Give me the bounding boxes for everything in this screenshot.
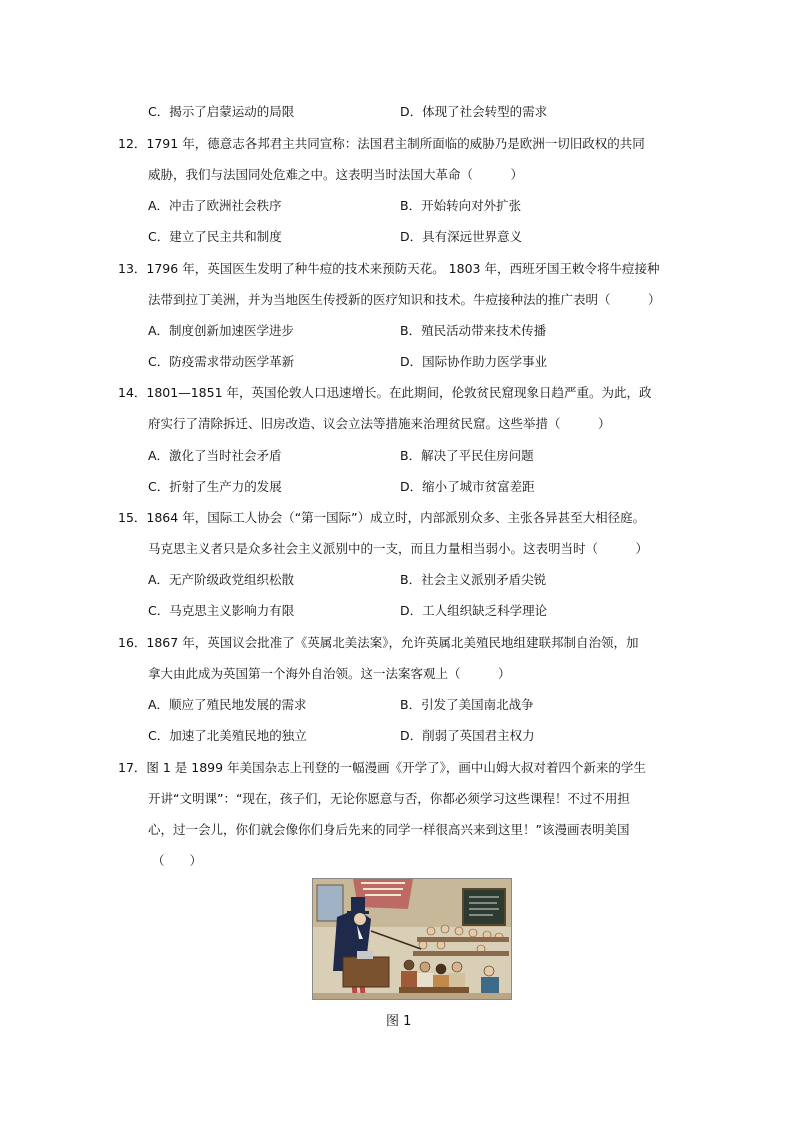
q14-option-b: B．解决了平民住房问题 [400, 448, 534, 463]
q15-option-c: C．马克思主义影响力有限 [148, 603, 295, 618]
figure-caption: 图 1 [386, 1014, 412, 1029]
q11-option-d: D．体现了社会转型的需求 [400, 104, 548, 119]
q17-answer-blank: （ ） [152, 853, 203, 868]
q13-stem-line-1: 13．1796 年，英国医生发明了种牛痘的技术来预防天花。 1803 年，西班牙国王敕令将牛痘接种 [118, 261, 660, 276]
q13-stem-line-2: 法带到拉丁美洲，并为当地医生传授新的医疗知识和技术。牛痘接种法的推广表明（ ） [148, 292, 661, 307]
q14-option-a: A．激化了当时社会矛盾 [148, 448, 282, 463]
q15-option-a: A．无产阶级政党组织松散 [148, 572, 295, 587]
q17-stem-line-3: 心，过一会儿，你们就会像你们身后先来的同学一样很高兴来到这里！”该漫画表明美国 [148, 822, 630, 837]
q14-stem-line-2: 府实行了清除拆迁、旧房改造、议会立法等措施来治理贫民窟。这些举措（ ） [148, 416, 611, 431]
q16-stem-line-2: 拿大由此成为英国第一个海外自治领。这一法案客观上（ ） [148, 666, 511, 681]
cartoon-figure [312, 878, 512, 1000]
q13-option-a: A．制度创新加速医学进步 [148, 323, 295, 338]
q11-option-c: C．揭示了启蒙运动的局限 [148, 104, 295, 119]
q12-option-d: D．具有深远世界意义 [400, 229, 523, 244]
q16-option-a: A．顺应了殖民地发展的需求 [148, 697, 307, 712]
q13-option-b: B．殖民活动带来技术传播 [400, 323, 547, 338]
q12-stem-line-2: 威胁，我们与法国同处危难之中。这表明当时法国大革命（ ） [148, 167, 524, 182]
q16-option-c: C．加速了北美殖民地的独立 [148, 728, 307, 743]
q17-stem-line-1: 17．图 1 是 1899 年美国杂志上刊登的一幅漫画《开学了》，画中山姆大叔对着四个新来的学生 [118, 760, 646, 775]
q13-option-d: D．国际协作助力医学事业 [400, 354, 548, 369]
q14-option-c: C．折射了生产力的发展 [148, 479, 282, 494]
q16-stem-line-1: 16．1867 年，英国议会批准了《英属北美法案》，允许英属北美殖民地组建联邦制自治领，加 [118, 635, 639, 650]
q17-stem-line-2: 开讲“文明课”：“现在，孩子们，无论你愿意与否，你都必须学习这些课程！不过不用担 [148, 791, 630, 806]
q12-option-a: A．冲击了欧洲社会秩序 [148, 198, 282, 213]
q14-option-d: D．缩小了城市贫富差距 [400, 479, 535, 494]
q16-option-b: B．引发了美国南北战争 [400, 697, 534, 712]
q15-stem-line-1: 15．1864 年，国际工人协会（“第一国际”）成立时，内部派别众多、主张各异甚至大相径庭。 [118, 510, 646, 525]
q14-stem-line-1: 14．1801—1851 年，英国伦敦人口迅速增长。在此期间，伦敦贫民窟现象日趋严重。为此，政 [118, 385, 652, 400]
cartoon-illustration [313, 879, 511, 999]
q16-option-d: D．削弱了英国君主权力 [400, 728, 535, 743]
q15-option-b: B．社会主义派别矛盾尖锐 [400, 572, 547, 587]
q15-stem-line-2: 马克思主义者只是众多社会主义派别中的一支，而且力量相当弱小。这表明当时（ ） [148, 541, 649, 556]
q12-option-c: C．建立了民主共和制度 [148, 229, 282, 244]
q15-option-d: D．工人组织缺乏科学理论 [400, 603, 548, 618]
q12-stem-line-1: 12．1791 年，德意志各邦君主共同宣称：法国君主制所面临的威胁乃是欧洲一切旧政权的共同 [118, 136, 645, 151]
q12-option-b: B．开始转向对外扩张 [400, 198, 522, 213]
q13-option-c: C．防疫需求带动医学革新 [148, 354, 295, 369]
